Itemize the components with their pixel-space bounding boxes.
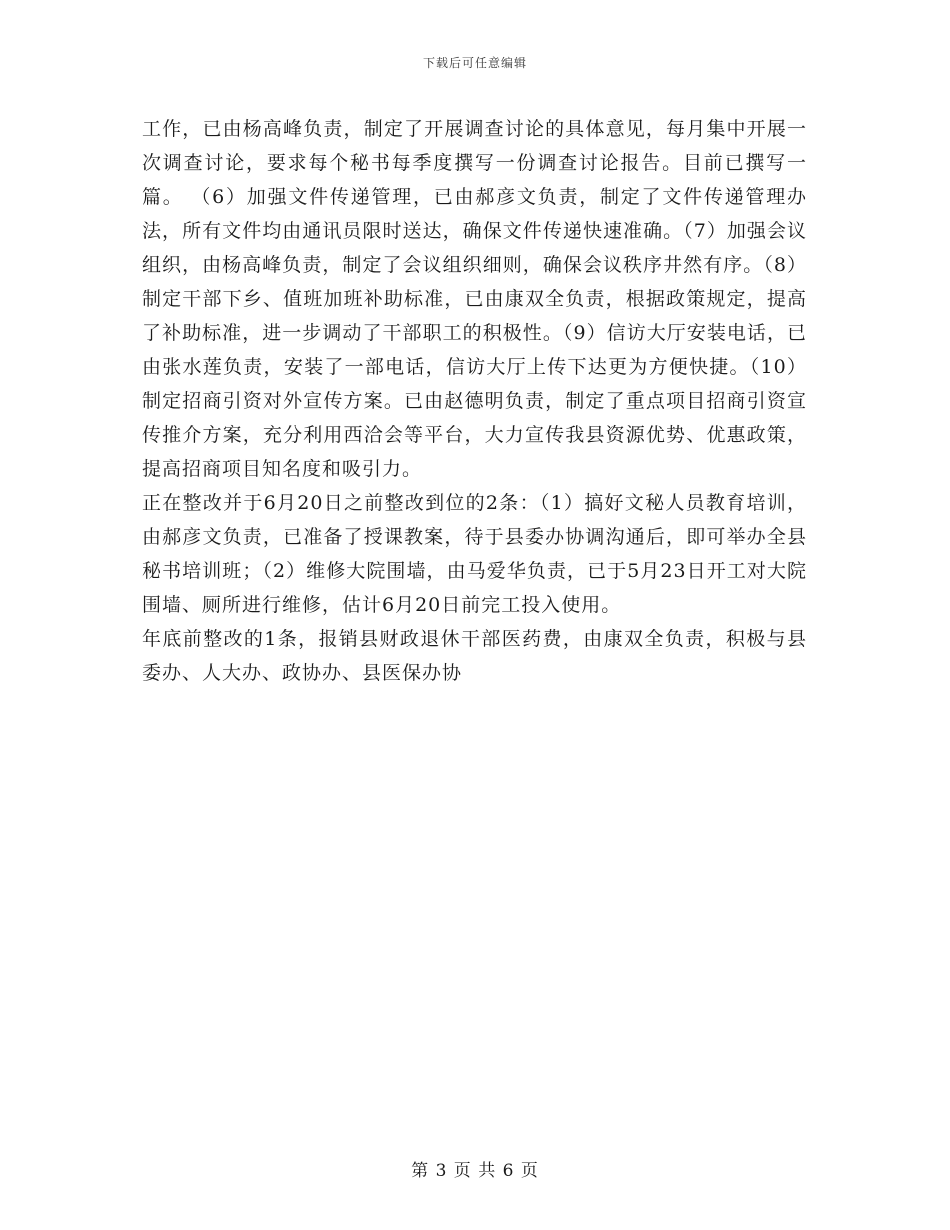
page-footer bbox=[0, 1156, 950, 1181]
page-number: 第 3 页 共 6 页 bbox=[411, 1161, 539, 1181]
page-header: 下载后可任意编辑 bbox=[422, 56, 527, 70]
paragraph-2: 正在整改并于6月20日之前整改到位的2条：（1）搞好文秘人员教育培训，由郝彦文负责，已准备了授课教案，待于县委办协调沟通后，即可举办全县秘书培训班；（2）维修大院围墙，由马爱华负责，已于5月23日开工对大院围墙、厕所进行维修，估计6月20日前完工投入使用。 bbox=[142, 492, 807, 616]
paragraph-3: 年底前整改的1条，报销县财政退休干部医药费，由康双全负责，积极与县委办、人大办、政协办、县医保办协 bbox=[142, 628, 807, 684]
document-body bbox=[142, 112, 807, 690]
paragraph-1: 工作，已由杨高峰负责，制定了开展调查讨论的具体意见，每月集中开展一次调查讨论，要求每个秘书每季度撰写一份调查讨论报告。目前已撰写一篇。 （6）加强文件传递管理，已由郝彦文负责，制定了文件传递管理办法，所有文件均由通讯员限时送达，确保文件传递快速准确。（7）加强会议组织，由杨高峰负责，制定了会议组织细则，确保会议秩序井然有序。（8）制定干部下乡、值班加班补助标准，已由康双全负责，根据政策规定，提高了补助标准，进一步调动了干部职工的积极性。（9）信访大厅安装电话，已由张水莲负责，安装了一部电话，信访大厅上传下达更为方便快捷。（10）制定招商引资对外宣传方案。已由赵德明负责，制定了重点项目招商引资宣传推介方案，充分利用西洽会等平台，大力宣传我县资源优势、优惠政策，提高招商项目知名度和吸引力。 bbox=[142, 118, 807, 480]
